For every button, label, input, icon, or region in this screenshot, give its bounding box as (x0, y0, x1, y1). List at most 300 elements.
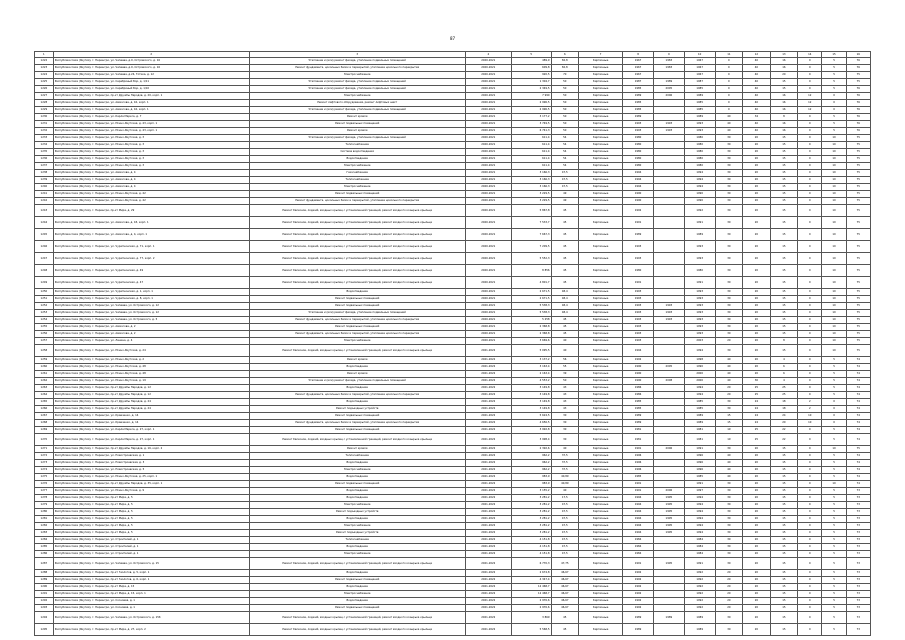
col16-cell: 73 (846, 624, 870, 636)
year-cell: 1993 (623, 128, 654, 135)
year-cell: 1991 (623, 481, 654, 488)
col14-cell: 0 (798, 378, 822, 385)
year-cell: 1981 (684, 427, 715, 434)
year-cell: 1984 (623, 537, 654, 544)
year-cell: 1993 (623, 253, 654, 265)
year-cell: 1984 (684, 544, 715, 551)
col15-cell: 10 (822, 156, 846, 163)
row-number: 1251 (35, 296, 54, 303)
col16-cell: 75 (846, 446, 870, 453)
col13-cell: 15 (770, 296, 798, 303)
wall-material-cell: Кирпичные (579, 530, 623, 537)
table-row (35, 570, 871, 577)
cost-cell: 5 624,5 (511, 413, 551, 420)
col6-cell: 47,5 (551, 530, 579, 537)
year-cell: 1995 (653, 530, 684, 537)
wall-material-cell: Кирпичные (579, 399, 623, 406)
work-type-cell: Ремонт кровли (249, 128, 465, 135)
col11-cell: 30 (715, 142, 743, 149)
col13-cell: 8 (770, 338, 798, 345)
work-type-cell: Водоотведение (249, 584, 465, 591)
wall-material-cell: Кирпичные (579, 488, 623, 495)
col12-cell: 34 (743, 114, 771, 121)
col13-cell: 15 (770, 453, 798, 460)
address-cell: Республика Саха (Якутия), г. Нерюнгри, ул. Южно-Якутская, д. 42 (53, 191, 249, 198)
wall-material-cell: Кирпичные (579, 296, 623, 303)
col13-cell: 15 (770, 86, 798, 93)
year-cell: 1991 (623, 488, 654, 495)
col12-cell: 20 (743, 217, 771, 229)
cost-cell: 7 667,3 (511, 229, 551, 241)
col15-cell: 5 (822, 551, 846, 558)
address-cell: Республика Саха (Якутия), г. Нерюнгри, ул. Чурапчинская, д. 8, корп. 1 (53, 296, 249, 303)
col16-cell: 74 (846, 406, 870, 413)
col12-cell: 20 (743, 277, 771, 289)
wall-material-cell: Кирпичные (579, 420, 623, 427)
work-type-cell: Ремонт кровли (249, 357, 465, 364)
col12-cell: 20 (743, 577, 771, 584)
col16-cell: 74 (846, 460, 870, 467)
year-cell (653, 177, 684, 184)
col15-cell: 0 (822, 399, 846, 406)
year-cell: 1995 (653, 495, 684, 502)
cost-cell: 2 368,8 (511, 324, 551, 331)
col12-cell: 20 (743, 488, 771, 495)
work-type-cell: Водоотведение (249, 570, 465, 577)
col15-cell: 5 (822, 460, 846, 467)
col16-cell: 75 (846, 217, 870, 229)
table-row (35, 338, 871, 345)
col16-cell: 73 (846, 577, 870, 584)
address-cell: Республика Саха (Якутия), г. Нерюнгри, ул. Южно-Якутская, д. 48 (53, 371, 249, 378)
year-cell: 1995 (653, 523, 684, 530)
work-type-cell: Ремонт подъездных устройств (249, 509, 465, 516)
year-cell: 1980 (623, 149, 654, 156)
row-number: 1248 (35, 265, 54, 277)
col15-cell: 0 (822, 100, 846, 107)
row-number: 1236 (35, 156, 54, 163)
col14-cell: 0 (798, 65, 822, 72)
year-cell (653, 296, 684, 303)
col16-cell: 75 (846, 241, 870, 253)
col15-cell: 5 (822, 537, 846, 544)
cost-cell: 3 166,3 (511, 177, 551, 184)
year-cell: 2005 (653, 364, 684, 371)
period-cell: 2021-2022 (465, 530, 511, 537)
work-type-cell: Водоотведение (249, 598, 465, 605)
col12-cell: 20 (743, 364, 771, 371)
period-cell: 2021-2022 (465, 406, 511, 413)
work-type-cell: Ремонт балконов, лоджий, входных крылец с установленной границей, ремонт входного козырька крыльца (249, 253, 465, 265)
year-cell (653, 371, 684, 378)
col14-cell: 0 (798, 163, 822, 170)
col15-cell: 5 (822, 612, 846, 624)
col14-cell: 0 (798, 357, 822, 364)
col16-cell: 75 (846, 324, 870, 331)
column-number-header: 11 (715, 52, 743, 58)
year-cell: 1994 (623, 184, 654, 191)
col16-cell: 74 (846, 364, 870, 371)
address-cell: Республика Саха (Якутия), г. Нерюнгри, ул. Чурапчинская, д. 1, корп. 1 (53, 289, 249, 296)
row-number: 1260 (35, 364, 54, 371)
col14-cell: 0 (798, 598, 822, 605)
year-cell: 1980 (684, 135, 715, 142)
col14-cell: 0 (798, 135, 822, 142)
address-cell: Республика Саха (Якутия), г. Нерюнгри, ул. Южно-Якутская, д. 19 (53, 378, 249, 385)
col6-cell: 54 (551, 163, 579, 170)
col12-cell: 30 (743, 378, 771, 385)
period-cell: 2020-2021 (465, 93, 511, 100)
col15-cell: 10 (822, 446, 846, 453)
wall-material-cell: Кирпичные (579, 357, 623, 364)
col6-cell: 50 (551, 107, 579, 114)
address-cell: Республика Саха (Якутия), г. Нерюнгри, ул. Кравченко, д. 14 (53, 413, 249, 420)
col6-cell: 43 (551, 399, 579, 406)
col16-cell: 74 (846, 427, 870, 434)
col13-cell: 6 (770, 364, 798, 371)
col13-cell: 16 (770, 128, 798, 135)
col15-cell: 10 (822, 253, 846, 265)
col16-cell: 74 (846, 434, 870, 446)
cost-cell: 3 155,2 (511, 488, 551, 495)
address-cell: Республика Саха (Якутия), г. Нерюнгри, ул. Аммосова, д. 4, корп. 1 (53, 229, 249, 241)
work-type-cell: Ремонт балконов, лоджий, входных крылец с установленной границей, ремонт входного козырька крыльца (249, 277, 465, 289)
cost-cell: 3 281,2 (511, 516, 551, 523)
col16-cell: 74 (846, 378, 870, 385)
col6-cell: 45 (551, 612, 579, 624)
wall-material-cell: Кирпичные (579, 364, 623, 371)
table-row (35, 392, 871, 399)
col14-cell: 0 (798, 265, 822, 277)
col16-cell: 73 (846, 591, 870, 598)
year-cell: 1994 (623, 345, 654, 357)
col16-cell: 74 (846, 481, 870, 488)
address-cell: Республика Саха (Якутия), г. Нерюнгри, ул. Серебряный Бор, д. 1/10 (53, 86, 249, 93)
col13-cell: 15 (770, 584, 798, 591)
col11-cell: 30 (715, 177, 743, 184)
wall-material-cell: Кирпичные (579, 149, 623, 156)
year-cell: 1995 (653, 502, 684, 509)
col16-cell: 75 (846, 253, 870, 265)
year-cell: 1994 (623, 495, 654, 502)
work-type-cell: Утепление и (или) ремонт фасада, утепление подвальных помещений (249, 310, 465, 317)
col11-cell: 30 (715, 163, 743, 170)
col12-cell: 20 (743, 544, 771, 551)
col11-cell: 40 (715, 474, 743, 481)
col6-cell: 54 (551, 149, 579, 156)
cost-cell: 4 553,2 (511, 378, 551, 385)
table-row (35, 142, 871, 149)
year-cell: 1980 (623, 142, 654, 149)
wall-material-cell: Кирпичные (579, 584, 623, 591)
work-type-cell: Ремонт подвальных помещений (249, 121, 465, 128)
row-number: 1247 (35, 253, 54, 265)
wall-material-cell: Кирпичные (579, 570, 623, 577)
col11-cell: 30 (715, 495, 743, 502)
work-type-cell: Газоснабжение (249, 170, 465, 177)
cost-cell: 2 996,5 (511, 107, 551, 114)
year-cell (653, 420, 684, 427)
row-number: 1250 (35, 289, 54, 296)
year-cell (653, 591, 684, 598)
col12-cell: 20 (743, 156, 771, 163)
address-cell: Республика Саха (Якутия), г. Нерюнгри, ул. Южно-Якутская, д. 24 (53, 345, 249, 357)
table-row (35, 149, 871, 156)
table-row (35, 558, 871, 570)
year-cell: 1995 (653, 516, 684, 523)
col16-cell: 75 (846, 289, 870, 296)
col15-cell: 10 (822, 217, 846, 229)
year-cell (653, 467, 684, 474)
year-cell: 1997 (684, 488, 715, 495)
address-cell: Республика Саха (Якутия), г. Нерюнгри, ул. Аммосова, д. 4 (53, 184, 249, 191)
col12-cell: 40 (743, 100, 771, 107)
period-cell: 2020-2021 (465, 121, 511, 128)
year-cell: 1980 (623, 265, 654, 277)
row-number: 1268 (35, 420, 54, 427)
row-number: 1259 (35, 357, 54, 364)
col14-cell: 2 (798, 406, 822, 413)
col6-cell: 49 (551, 198, 579, 205)
col16-cell: 75 (846, 229, 870, 241)
wall-material-cell: Кирпичные (579, 253, 623, 265)
cost-cell: 962,2 (511, 460, 551, 467)
period-cell: 2020-2021 (465, 289, 511, 296)
year-cell: 1987 (623, 79, 654, 86)
col13-cell: 25 (770, 392, 798, 399)
col13-cell: 18 (770, 406, 798, 413)
year-cell (653, 265, 684, 277)
col14-cell: 0 (798, 156, 822, 163)
row-number: 1279 (35, 502, 54, 509)
table-row (35, 253, 871, 265)
year-cell: 1992 (623, 577, 654, 584)
col14-cell: 0 (798, 509, 822, 516)
year-cell: 2005 (653, 86, 684, 93)
col14-cell: 0 (798, 371, 822, 378)
period-cell: 2020-2021 (465, 191, 511, 198)
col13-cell: 24 (770, 413, 798, 420)
col14-cell: 12 (798, 107, 822, 114)
col12-cell: 20 (743, 453, 771, 460)
address-cell: Республика Саха (Якутия), г. Нерюнгри, пр-кт Мира, д. 29 (53, 205, 249, 217)
row-number: 1243 (35, 205, 54, 217)
year-cell: 1991 (623, 277, 654, 289)
table-row (35, 446, 871, 453)
address-cell: Республика Саха (Якутия), г. Нерюнгри, пр-кт Геологов, д. 6, корп. 1 (53, 577, 249, 584)
col11-cell: 30 (715, 217, 743, 229)
period-cell: 2021-2022 (465, 558, 511, 570)
col14-cell: 10 (798, 413, 822, 420)
year-cell (653, 331, 684, 338)
year-cell: 1994 (684, 177, 715, 184)
wall-material-cell: Кирпичные (579, 277, 623, 289)
col16-cell: 74 (846, 371, 870, 378)
year-cell: 1981 (623, 427, 654, 434)
year-cell: 1985 (623, 399, 654, 406)
address-cell: Республика Саха (Якутия), г. Нерюнгри, ул. Южно-Якутская, д. 25, корп. 1 (53, 474, 249, 481)
col15-cell: 10 (822, 205, 846, 217)
col11-cell: 30 (715, 265, 743, 277)
year-cell: 2003 (684, 338, 715, 345)
work-type-cell: Электроснабжение (249, 551, 465, 558)
year-cell: 1993 (623, 331, 654, 338)
year-cell: 1996 (623, 467, 654, 474)
work-type-cell: Утепление и (или) ремонт фасада, утепление подвальных помещений (249, 79, 465, 86)
wall-material-cell: Кирпичные (579, 114, 623, 121)
period-cell: 2020-2021 (465, 253, 511, 265)
wall-material-cell: Кирпичные (579, 121, 623, 128)
col11-cell: 30 (715, 516, 743, 523)
col12-cell: 24 (743, 399, 771, 406)
address-cell: Республика Саха (Якутия), г. Нерюнгри, ул. Аммосова, д. 18, корп. 1 (53, 217, 249, 229)
col12-cell: 20 (743, 317, 771, 324)
wall-material-cell: Кирпичные (579, 86, 623, 93)
col13-cell: 20 (770, 72, 798, 79)
address-cell: Республика Саха (Якутия), г. Нерюнгри, ул. Чурапчинская, д. 49 (53, 265, 249, 277)
year-cell (653, 570, 684, 577)
address-cell: Республика Саха (Якутия), г. Нерюнгри, пр-кт Дружбы Народов, д. 16, корп. 2 (53, 446, 249, 453)
cost-cell: 3 229,5 (511, 191, 551, 198)
wall-material-cell: Кирпичные (579, 205, 623, 217)
col16-cell: 75 (846, 149, 870, 156)
col11-cell: 40 (715, 357, 743, 364)
col13-cell: 16 (770, 65, 798, 72)
address-cell: Республика Саха (Якутия), г. Нерюнгри, ул. Южно-Якутская, д. 43, корп. 1 (53, 128, 249, 135)
column-number-header: 14 (798, 52, 822, 58)
year-cell (653, 544, 684, 551)
year-cell: 1985 (623, 100, 654, 107)
col16-cell: 76 (846, 65, 870, 72)
table-row (35, 170, 871, 177)
col12-cell: 20 (743, 177, 771, 184)
cost-cell: 4 347,4 (511, 577, 551, 584)
work-type-cell: Ремонт фундамента, цокольных балок и перекрытий, утепление цокольного перекрытия (249, 392, 465, 399)
col16-cell: 73 (846, 516, 870, 523)
col6-cell: 46,67 (551, 605, 579, 612)
work-type-cell: Электроснабжение (249, 93, 465, 100)
wall-material-cell: Кирпичные (579, 427, 623, 434)
row-number: 1255 (35, 324, 54, 331)
wall-material-cell: Кирпичные (579, 577, 623, 584)
col11-cell: 15 (715, 413, 743, 420)
table-row (35, 163, 871, 170)
col6-cell: 50 (551, 93, 579, 100)
col15-cell: 5 (822, 474, 846, 481)
table-row (35, 317, 871, 324)
period-cell: 2020-2021 (465, 310, 511, 317)
col6-cell: 47,5 (551, 516, 579, 523)
table-row (35, 495, 871, 502)
year-cell (653, 100, 684, 107)
year-cell (653, 345, 684, 357)
col6-cell: 47,5 (551, 537, 579, 544)
row-number: 1263 (35, 385, 54, 392)
year-cell: 1993 (653, 310, 684, 317)
table-row (35, 128, 871, 135)
work-type-cell: Электроснабжение (249, 338, 465, 345)
col15-cell: 5 (822, 392, 846, 399)
year-cell (653, 434, 684, 446)
period-cell: 2020-2021 (465, 205, 511, 217)
address-cell: Республика Саха (Якутия), г. Нерюнгри, ул. Новостроевская, д. 1 (53, 453, 249, 460)
col6-cell: 45 (551, 331, 579, 338)
work-type-cell: Ремонт подвальных помещений (249, 577, 465, 584)
table-row (35, 577, 871, 584)
cost-cell: 3 998,4 (511, 434, 551, 446)
col15-cell: 5 (822, 516, 846, 523)
col14-cell: 0 (798, 605, 822, 612)
col12-cell: 20 (743, 516, 771, 523)
column-number-header: 6 (551, 52, 579, 58)
year-cell: 1985 (623, 107, 654, 114)
col15-cell: 0 (822, 93, 846, 100)
table-row (35, 217, 871, 229)
wall-material-cell: Кирпичные (579, 289, 623, 296)
year-cell (653, 453, 684, 460)
year-cell: 1993 (653, 121, 684, 128)
col16-cell: 75 (846, 142, 870, 149)
row-number: 1276 (35, 481, 54, 488)
cost-cell: 3 177,2 (511, 114, 551, 121)
address-cell: Республика Саха (Якутия), г. Нерюнгри, ул. Южно-Якутская, д. 3 (53, 156, 249, 163)
work-type-cell: Ремонт подвальных помещений (249, 191, 465, 198)
col11-cell: 30 (715, 509, 743, 516)
col12-cell: 20 (743, 253, 771, 265)
year-cell: 1983 (653, 58, 684, 65)
col13-cell: 15 (770, 345, 798, 357)
col16-cell: 75 (846, 135, 870, 142)
col15-cell: 0 (822, 413, 846, 420)
year-cell: 1993 (623, 338, 654, 345)
col16-cell: 75 (846, 303, 870, 310)
col13-cell: 15 (770, 142, 798, 149)
work-type-cell: Водоотведение (249, 364, 465, 371)
year-cell (653, 217, 684, 229)
work-type-cell: Ремонт фундамента, цокольных балок и перекрытий, утепление цокольного перекрытия (249, 65, 465, 72)
period-cell: 2021-2022 (465, 453, 511, 460)
work-type-cell: Водоотведение (249, 156, 465, 163)
col15-cell: 0 (822, 107, 846, 114)
col14-cell: 0 (798, 205, 822, 217)
work-type-cell: Ремонт балконов, лоджий, входных крылец с установленной границей, ремонт входного козырька крыльца (249, 345, 465, 357)
wall-material-cell: Кирпичные (579, 345, 623, 357)
work-type-cell: Теплоснабжение (249, 537, 465, 544)
col14-cell: 0 (798, 460, 822, 467)
address-cell: Республика Саха (Якутия), г. Нерюнгри, ул. Южно-Якутская, д. 9 (53, 488, 249, 495)
col11-cell: 30 (715, 544, 743, 551)
column-number-header: 15 (822, 52, 846, 58)
col12-cell: 20 (743, 265, 771, 277)
year-cell: 1991 (684, 558, 715, 570)
col14-cell: 0 (798, 184, 822, 191)
table-row (35, 481, 871, 488)
table-row (35, 530, 871, 537)
wall-material-cell: Кирпичные (579, 392, 623, 399)
work-type-cell: Ремонт балконов, лоджий, входных крылец с установленной границей, ремонт входного козырька крыльца (249, 612, 465, 624)
table-row (35, 584, 871, 591)
col6-cell: 37,5 (551, 460, 579, 467)
cost-cell: 2 996,5 (511, 100, 551, 107)
col15-cell: 5 (822, 453, 846, 460)
col15-cell: 10 (822, 277, 846, 289)
year-cell (653, 229, 684, 241)
col6-cell: 48,4 (551, 310, 579, 317)
col16-cell: 75 (846, 277, 870, 289)
col14-cell: 0 (798, 114, 822, 121)
year-cell: 1989 (653, 612, 684, 624)
cost-cell: 5 538,3 (511, 310, 551, 317)
